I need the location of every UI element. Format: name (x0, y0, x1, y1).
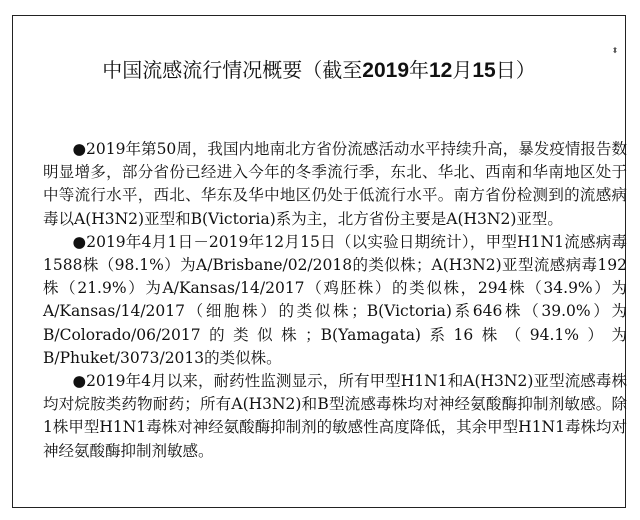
scroll-arrows-icon[interactable]: ⬍ (611, 46, 619, 55)
title-month: 12 (429, 59, 453, 82)
paragraph-strain-analysis: ●2019年4月1日－2019年12月15日（以实验日期统计），甲型H1N1流感病毒1588株（98.1%）为A/Brisbane/02/2018的类似株；A(H3N2)亚型流感病毒192株（21.9%）为A/Kansas/14/2017（鸡胚株）的类似株，294株（34.9%）为A/Kansas/14/2017（细胞株）的类似株；B(Victoria)系646株（39.0%）为B/Colorado/06/2017的类似株；B(Yamagata)系16株（94.1%）为B/Phuket/3073/2013的类似株。 (43, 232, 627, 367)
paragraph-activity-level: ●2019年第50周，我国内地南北方省份流感活动水平持续升高，暴发疫情报告数明显增多，部分省份已经进入今年的冬季流行季，东北、华北、西南和华南地区处于中等流行水平，西北、华东及华中地区仍处于低流行水平。南方省份检测到的流感病毒以A(H3N2)亚型和B(Victoria)系为主，北方省份主要是A(H3N2)亚型。 (43, 140, 627, 228)
title-prefix: 中国流感流行情况概要（截至 (102, 58, 363, 82)
title-year-suffix: 年 (409, 58, 429, 82)
title-day: 15 (472, 59, 496, 82)
document-frame (12, 15, 626, 508)
title-year: 2019 (362, 59, 409, 82)
paragraph-drug-resistance: ●2019年4月以来，耐药性监测显示，所有甲型H1N1和A(H3N2)亚型流感毒株均对烷胺类药物耐药；所有A(H3N2)和B型流感毒株均对神经氨酸酶抑制剂敏感。除1株甲型H1N1毒株对神经氨酸酶抑制剂的敏感性高度降低，其余甲型H1N1毒株均对神经氨酸酶抑制剂敏感。 (43, 372, 627, 460)
summary-body (43, 138, 627, 463)
title-month-suffix: 月 (452, 58, 473, 82)
title-suffix: 日） (495, 58, 536, 82)
page-title (13, 54, 625, 83)
